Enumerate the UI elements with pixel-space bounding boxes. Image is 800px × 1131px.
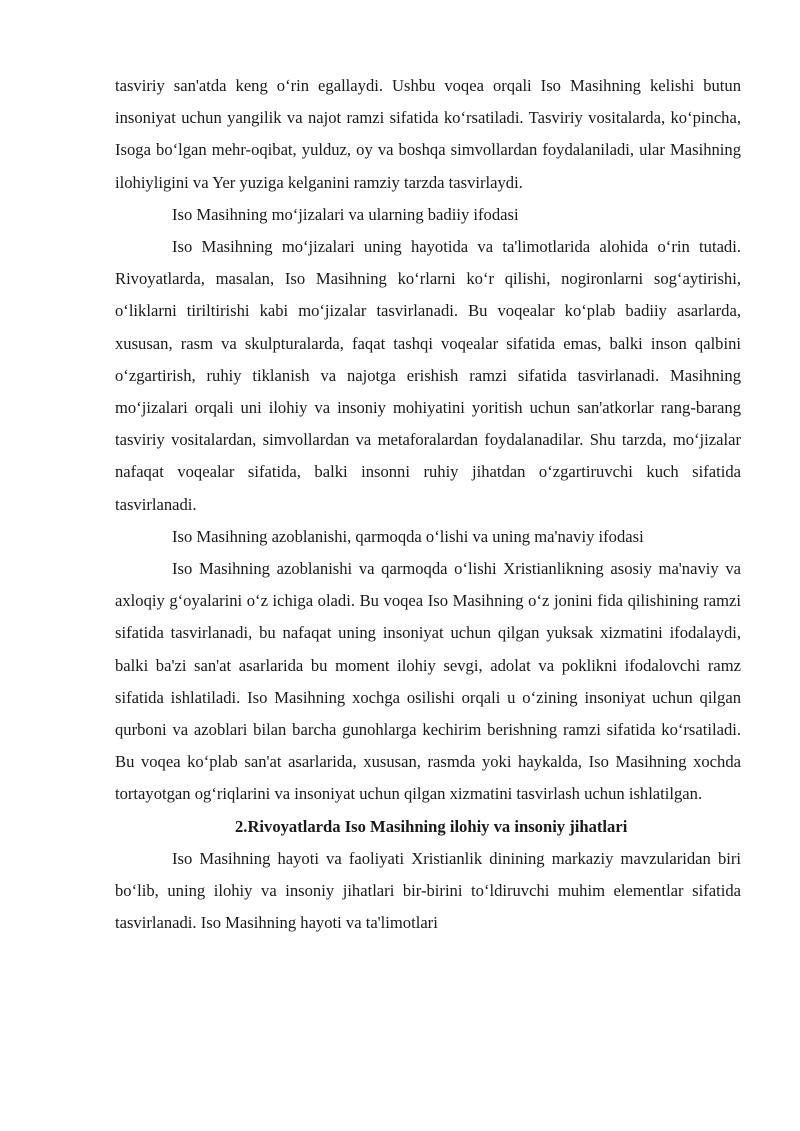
section-heading: 2.Rivoyatlarda Iso Masihning ilohiy va insoniy jihatlari	[235, 816, 628, 836]
paragraph-section-intro: Iso Masihning hayoti va faoliyati Xristianlik dinining markaziy mavzularidan biri bo‘lib, uning ilohiy va insoniy jihatlari bir-birini to‘ldiruvchi muhim elementlar sifatida tasvirlanadi. Iso Masihning hayoti va ta'limotlari	[115, 848, 741, 933]
document-body	[115, 70, 741, 939]
subheading-miracles: Iso Masihning mo‘jizalari va ularning badiiy ifodasi	[172, 204, 519, 224]
subheading-suffering: Iso Masihning azoblanishi, qarmoqda o‘lishi va uning ma'naviy ifodasi	[172, 526, 644, 546]
paragraph-miracles: Iso Masihning mo‘jizalari uning hayotida va ta'limotlarida alohida o‘rin tutadi. Rivoyatlarda, masalan, Iso Masihning ko‘rlarni ko‘r qilishi, nogironlarni sog‘aytirishi, o‘liklarni tiriltirishi kabi mo‘jizalar tasvirlanadi. Bu voqealar ko‘plab badiiy asarlarda, xususan, rasm va skulpturalarda, faqat tashqi voqealar sifatida emas, balki inson qalbini o‘zgartirish, ruhiy tiklanish va najotga erishish ramzi sifatida tasvirlanadi. Masihning mo‘jizalari orqali uni ilohiy va insoniy mohiyatini yoritish uchun san'atkorlar rang-barang tasviriy vositalardan, simvollardan va metaforalardan foydalanadilar. Shu tarzda, mo‘jizalar nafaqat voqealar sifatida, balki insonni ruhiy jihatdan o‘zgartiruvchi kuch sifatida tasvirlanadi.	[115, 237, 741, 514]
paragraph-suffering: Iso Masihning azoblanishi va qarmoqda o‘lishi Xristianlikning asosiy ma'naviy va axloqiy g‘oyalarini o‘z ichiga oladi. Bu voqea Iso Masihning o‘z jonini fida qilishining ramzi sifatida tasvirlanadi, bu nafaqat uning insoniyat uchun qilgan yuksak xizmatini ifodalaydi, balki ba'zi san'at asarlarida bu moment ilohiy sevgi, adolat va poklikni ifodalovchi ramz sifatida ishlatiladi. Iso Masihning xochga osilishi orqali u o‘zining insoniyat uchun qilgan qurboni va azoblari bilan barcha gunohlarga kechirim berishning ramzi sifatida ko‘rsatiladi. Bu voqea ko‘plab san'at asarlarida, xususan, rasmda yoki haykalda, Iso Masihning xochda tortayotgan og‘riqlarini va insoniyat uchun qilgan xizmatini tasvirlash uchun ishlatilgan.	[115, 559, 741, 804]
paragraph-continued: tasviriy san'atda keng o‘rin egallaydi. Ushbu voqea orqali Iso Masihning kelishi butun insoniyat uchun yangilik va najot ramzi sifatida ko‘rsatiladi. Tasviriy vositalarda, ko‘pincha, Isoga bo‘lgan mehr-oqibat, yulduz, oy va boshqa simvollardan foydalaniladi, ular Masihning ilohiyligini va Yer yuziga kelganini ramziy tarzda tasvirlaydi.	[115, 76, 741, 192]
